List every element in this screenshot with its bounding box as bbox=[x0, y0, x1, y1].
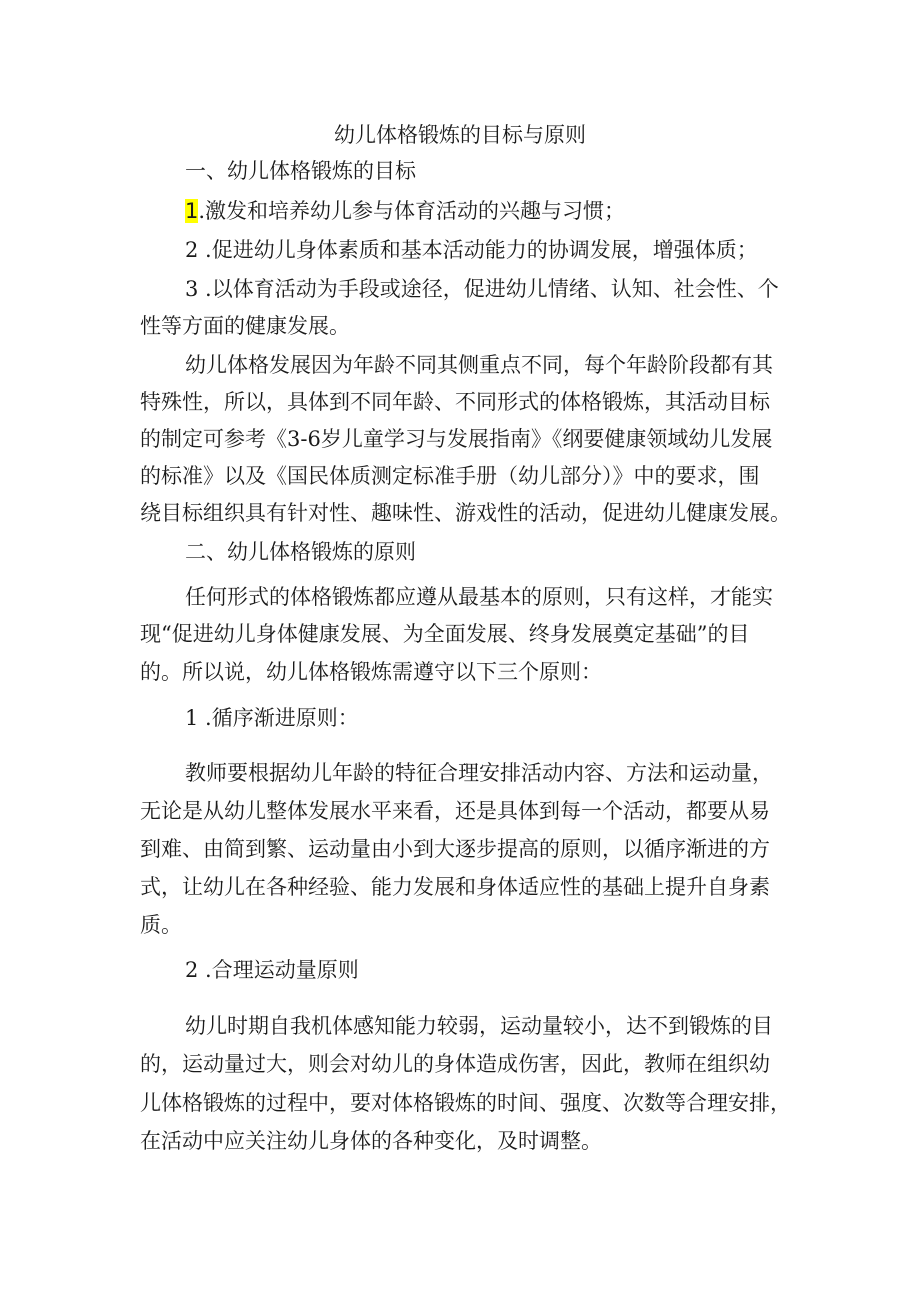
goal1 bbox=[185, 196, 625, 226]
para1-line-1: 幼儿体格发展因为年龄不同其侧重点不同，每个年龄阶段都有其 bbox=[185, 353, 773, 377]
goal3-line-2: 性等方面的健康发展。 bbox=[140, 314, 350, 338]
para1-line-4: 的标准》以及《国民体质测定标准手册（幼儿部分）》中的要求，围 bbox=[140, 464, 760, 488]
para2-line-2: 现“促进幼儿身体健康发展、为全面发展、终身发展奠定基础”的目 bbox=[140, 622, 750, 646]
principle2-line-1: 幼儿时期自我机体感知能力较弱，运动量较小，达不到锻炼的目 bbox=[185, 1014, 773, 1038]
para2-line-1: 任何形式的体格锻炼都应遵从最基本的原则，只有这样，才能实 bbox=[185, 585, 773, 609]
principle1-line-1: 教师要根据幼儿年龄的特征合理安排活动内容、方法和运动量， bbox=[185, 761, 773, 785]
para2-line-3: 的。所以说，幼儿体格锻炼需遵守以下三个原则： bbox=[140, 660, 602, 684]
principle2-line-3: 儿体格锻炼的过程中，要对体格锻炼的时间、强度、次数等合理安排， bbox=[140, 1091, 791, 1115]
principle1-line-5: 质。 bbox=[140, 913, 182, 937]
document-title: 幼儿体格锻炼的目标与原则 bbox=[334, 123, 586, 147]
para1-line-2: 特殊性，所以，具体到不同年龄、不同形式的体格锻炼，其活动目标 bbox=[140, 390, 770, 414]
principle2-heading: 2 .合理运动量原则 bbox=[185, 958, 359, 982]
principle2-line-4: 在活动中应关注幼儿身体的各种变化，及时调整。 bbox=[140, 1129, 602, 1153]
goal1-text: .激发和培养幼儿参与体育活动的兴趣与习惯； bbox=[198, 199, 626, 223]
goal2: 2 .促进幼儿身体素质和基本活动能力的协调发展，增强体质； bbox=[185, 238, 758, 262]
section2-heading: 二、幼儿体格锻炼的原则 bbox=[185, 540, 416, 564]
goal3-line-1: 3 .以体育活动为手段或途径，促进幼儿情绪、认知、社会性、个 bbox=[185, 277, 779, 301]
para1-line-3: 的制定可参考《3-6岁儿童学习与发展指南》《纲要健康领域幼儿发展 bbox=[140, 427, 773, 451]
principle1-line-2: 无论是从幼儿整体发展水平来看，还是具体到每一个活动，都要从易 bbox=[140, 799, 770, 823]
highlighted-number: 1 bbox=[185, 199, 199, 223]
principle1-line-3: 到难、由简到繁、运动量由小到大逐步提高的原则，以循序渐进的方 bbox=[140, 837, 770, 861]
principle1-line-4: 式，让幼儿在各种经验、能力发展和身体适应性的基础上提升自身素 bbox=[140, 875, 770, 899]
principle1-heading: 1 .循序渐进原则： bbox=[185, 706, 359, 730]
para1-line-5: 绕目标组织具有针对性、趣味性、游戏性的活动，促进幼儿健康发展。 bbox=[140, 501, 791, 525]
principle2-line-2: 的，运动量过大，则会对幼儿的身体造成伤害，因此，教师在组织幼 bbox=[140, 1052, 770, 1076]
section1-heading: 一、幼儿体格锻炼的目标 bbox=[185, 159, 416, 183]
